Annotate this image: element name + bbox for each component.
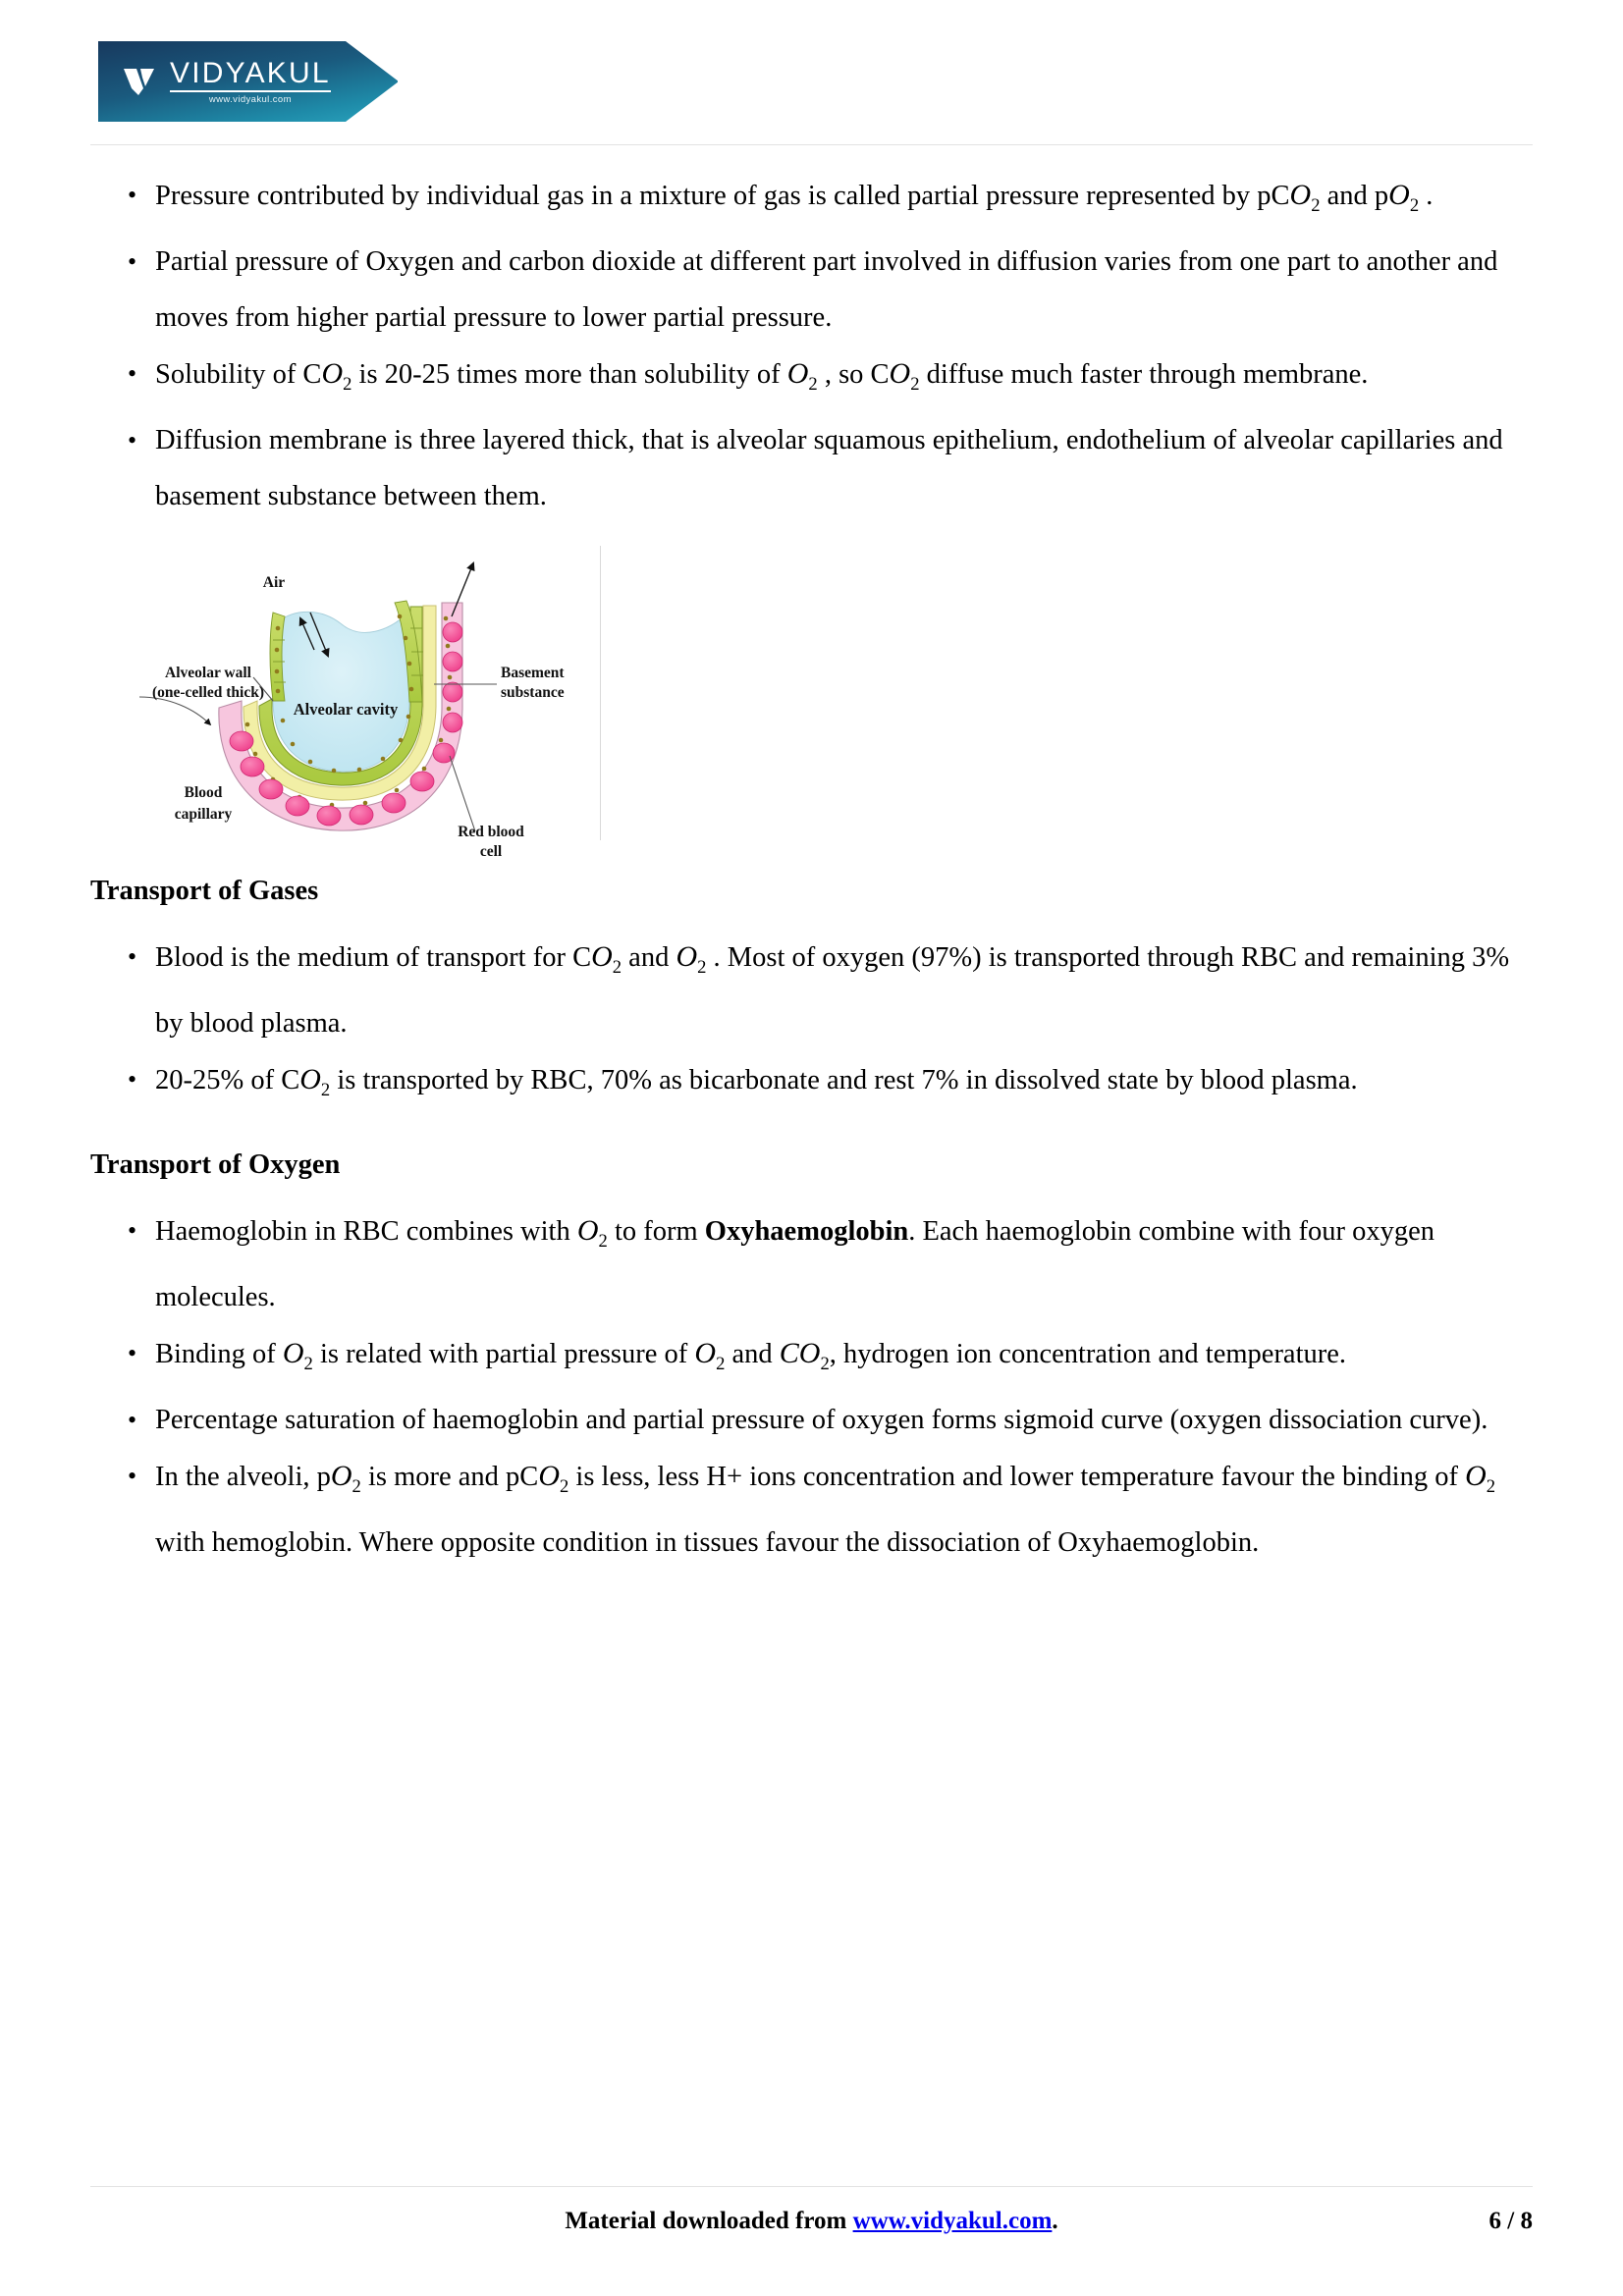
bullet-item: • 20-25% of $CO_2$ is transported by RBC, 70% as bicarbonate and rest 7% in dissolved state by blood plasma. (90, 1051, 1533, 1118)
alveolus-svg (100, 552, 601, 860)
logo-content (98, 41, 398, 122)
page-number: 6 / 8 (1488, 2208, 1533, 2234)
brand-name: VIDYAKUL (170, 59, 331, 92)
figure-label-blood-capillary-2: capillary (174, 806, 233, 823)
page-header (0, 0, 1623, 145)
section-heading-transport-of-gases: Transport of Gases (90, 876, 319, 906)
figure-right-divider (600, 546, 601, 840)
section-heading-transport-of-oxygen: Transport of Oxygen (90, 1149, 341, 1180)
alveolus-gas-exchange-diagram (100, 552, 601, 860)
footer-text-before: Material downloaded from (565, 2208, 853, 2234)
chemical-symbol: $O_2$ (576, 1214, 608, 1252)
chemical-symbol: $O_2$ (786, 357, 818, 395)
chemical-symbol: $O_2$ (591, 940, 622, 978)
chemical-symbol: $O_2$ (321, 357, 352, 395)
bullet-item: • Binding of $O_2$ is related with partial pressure of $O_2$ and $CO_2$, hydrogen ion concentration and temperature. (90, 1325, 1533, 1392)
figure-label-blood-capillary-1: Blood (184, 784, 223, 801)
figure-label-basement-1: Basement (501, 665, 565, 681)
footer-attribution (0, 2208, 1623, 2235)
page-footer (0, 2139, 1623, 2296)
bullet-item: • Blood is the medium of transport for $CO_2$ and $O_2$ . Most of oxygen (97%) is transported through RBC and remaining 3% by blood plasma. (90, 929, 1533, 1051)
figure-label-alveolar-cavity: Alveolar cavity (293, 700, 399, 719)
chemical-symbol: $O_2$ (299, 1063, 331, 1100)
bullet-item: • Partial pressure of Oxygen and carbon dioxide at different part involved in diffusion varies from one part to another and moves from higher partial pressure to lower partial pressure. (90, 234, 1533, 346)
brand-url: www.vidyakul.com (208, 93, 292, 105)
bullet-list-diffusion (90, 167, 1533, 524)
chemical-symbol: $O_2$ (1388, 179, 1420, 216)
bullet-item: • Haemoglobin in RBC combines with $O_2$ to form Oxyhaemoglobin. Each haemoglobin combine with four oxygen molecules. (90, 1202, 1533, 1325)
bullet-item: • Diffusion membrane is three layered thick, that is alveolar squamous epithelium, endothelium of alveolar capillaries and basement substance between them. (90, 412, 1533, 524)
chemical-symbol: $O_2$ (889, 357, 920, 395)
chemical-symbol: $O_2$ (1465, 1460, 1496, 1497)
chemical-symbol: $O_2$ (330, 1460, 361, 1497)
bullet-item: • In the alveoli, $pO_2$ is more and pCO$_2$ is less, less H+ ions concentration and lower temperature favour the binding of $O_2$ with hemoglobin. Where opposite condition in tissues favour the dissociation of Oxyhaemoglobin. (90, 1448, 1533, 1571)
vidyakul-logo[interactable] (98, 41, 398, 122)
vidyakul-checkmark-icon (124, 67, 163, 96)
chemical-symbol: $O_2$ (282, 1337, 313, 1374)
figure-label-rbc-1: Red blood (458, 824, 524, 840)
chemical-symbol: $O_2$ (1289, 179, 1321, 216)
footer-text-after: . (1052, 2208, 1058, 2234)
logo-wordmark (170, 56, 331, 105)
chemical-symbol: $O_2$ (538, 1460, 569, 1497)
figure-label-alveolar-wall-2: (one-celled thick) (151, 684, 265, 701)
figure-label-basement-2: substance (501, 684, 565, 701)
bullet-item: • Pressure contributed by individual gas in a mixture of gas is called partial pressure represented by pCO$_2$ and $pO_2$ . (90, 167, 1533, 234)
bullet-list-transport-of-oxygen (90, 1202, 1533, 1571)
chemical-symbol: $O_2$ (676, 940, 707, 978)
bullet-item: • Solubility of $CO_2$ is 20-25 times more than solubility of $O_2$ , so $CO_2$ diffuse much faster through membrane. (90, 346, 1533, 412)
figure-label-rbc-2: cell (479, 843, 503, 860)
alveolar-cavity-region (273, 611, 409, 772)
bullet-list-transport-of-gases (90, 929, 1533, 1118)
footer-website-link[interactable]: www.vidyakul.com (852, 2208, 1053, 2234)
emphasis-term: Oxyhaemoglobin (704, 1216, 909, 1247)
figure-label-air: Air (262, 574, 286, 591)
figure-label-alveolar-wall-1: Alveolar wall (165, 665, 251, 681)
footer-divider (90, 2186, 1533, 2187)
chemical-symbol: $O_2$ (694, 1337, 726, 1374)
bullet-item: • Percentage saturation of haemoglobin and partial pressure of oxygen forms sigmoid curve (oxygen dissociation curve). (90, 1392, 1533, 1448)
chemical-symbol: $CO_2$ (779, 1337, 830, 1374)
page-content (0, 145, 1623, 1571)
